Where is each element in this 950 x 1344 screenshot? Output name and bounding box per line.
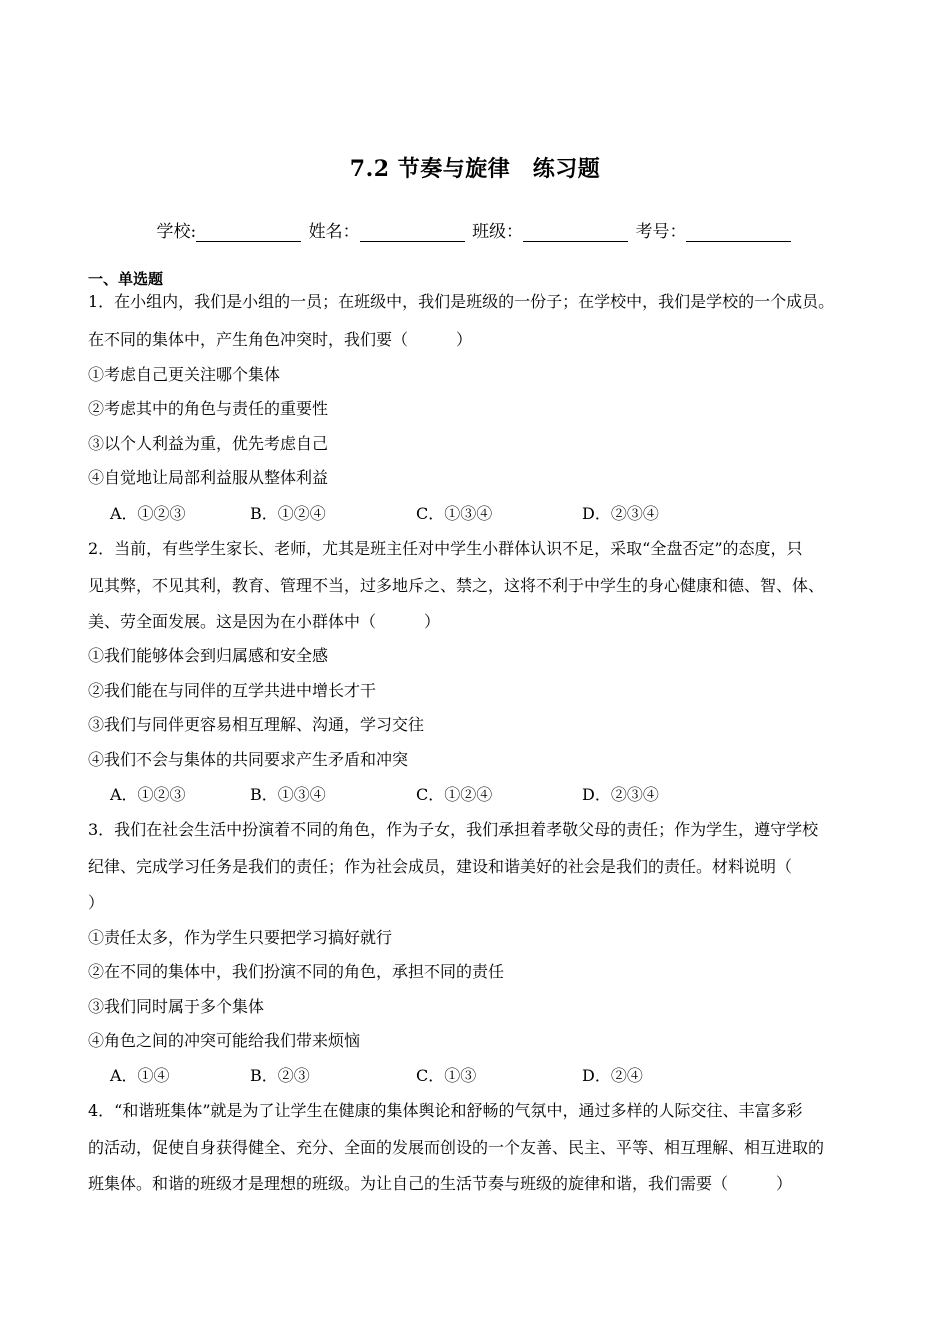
option-c[interactable]: C．①③④ xyxy=(416,504,493,523)
q3-stem-line: 3．我们在社会生活中扮演着不同的角色，作为子女，我们承担着孝敬父母的责任；作为学生，遵守学校 xyxy=(88,820,819,839)
option-a[interactable]: A．①②③ xyxy=(110,504,186,523)
q1-item: ②考虑其中的角色与责任的重要性 xyxy=(88,399,329,418)
section-heading: 一、单选题 xyxy=(88,270,164,288)
close-paren: ） xyxy=(776,1174,793,1193)
school-blank[interactable] xyxy=(196,223,301,242)
option-a[interactable]: A．①②③ xyxy=(110,785,186,804)
q3-item: ④角色之间的冲突可能给我们带来烦恼 xyxy=(88,1031,361,1050)
name-label: 姓名： xyxy=(308,222,360,242)
class-label: 班级： xyxy=(472,222,524,242)
q3-stem-line: ） xyxy=(88,893,105,912)
q3-item: ③我们同时属于多个集体 xyxy=(88,997,265,1016)
option-c[interactable]: C．①②④ xyxy=(416,785,493,804)
q1-item: ①考虑自己更关注哪个集体 xyxy=(88,365,281,384)
option-a[interactable]: A．①④ xyxy=(110,1066,170,1085)
option-b[interactable]: B．①②④ xyxy=(250,504,326,523)
q2-item: ②我们能在与同伴的互学共进中增长才干 xyxy=(88,681,377,700)
option-b[interactable]: B．②③ xyxy=(250,1066,310,1085)
option-c[interactable]: C．①③ xyxy=(416,1066,477,1085)
q2-item: ③我们与同伴更容易相互理解、沟通，学习交往 xyxy=(88,715,425,734)
name-blank[interactable] xyxy=(360,223,465,242)
option-b[interactable]: B．①③④ xyxy=(250,785,326,804)
q3-item: ①责任太多，作为学生只要把学习搞好就行 xyxy=(88,928,393,947)
exam-label: 考号： xyxy=(635,222,687,242)
q1-stem-line: 1．在小组内，我们是小组的一员；在班级中，我们是班级的一份子；在学校中，我们是学校的一个成员。 xyxy=(88,292,835,311)
q3-stem-line: 纪律、完成学习任务是我们的责任；作为社会成员，建设和谐美好的社会是我们的责任。材料说明（ xyxy=(88,857,793,876)
q1-stem-line: 在不同的集体中，产生角色冲突时，我们要（ ） xyxy=(88,330,473,349)
q3-item: ②在不同的集体中，我们扮演不同的角色，承担不同的责任 xyxy=(88,962,505,981)
option-d[interactable]: D．②③④ xyxy=(582,504,659,523)
q1-item: ④自觉地让局部利益服从整体利益 xyxy=(88,468,329,487)
q2-item: ④我们不会与集体的共同要求产生矛盾和冲突 xyxy=(88,750,409,769)
option-d[interactable]: D．②③④ xyxy=(582,785,659,804)
q2-item: ①我们能够体会到归属感和安全感 xyxy=(88,646,329,665)
q4-stem-line: 班集体。和谐的班级才是理想的班级。为让自己的生活节奏与班级的旋律和谐，我们需要（ ） xyxy=(88,1174,793,1193)
close-paren: ） xyxy=(424,612,441,631)
q2-stem-line: 2．当前，有些学生家长、老师，尤其是班主任对中学生小群体认识不足，采取“全盘否定”的态度，只 xyxy=(88,539,803,558)
q2-stem-line: 见其弊，不见其利，教育、管理不当，过多地斥之、禁之，这将不利于中学生的身心健康和德、智、体、 xyxy=(88,576,825,595)
q1-item: ③以个人利益为重，优先考虑自己 xyxy=(88,434,329,453)
q2-stem-line: 美、劳全面发展。这是因为在小群体中（ ） xyxy=(88,612,441,631)
student-info-row xyxy=(0,217,950,242)
school-label: 学校: xyxy=(156,222,197,242)
option-d[interactable]: D．②④ xyxy=(582,1066,643,1085)
q4-stem-line: 4．“和谐班集体”就是为了让学生在健康的集体舆论和舒畅的气氛中，通过多样的人际交往、丰富多彩 xyxy=(88,1101,803,1120)
class-blank[interactable] xyxy=(523,223,628,242)
close-paren: ） xyxy=(456,330,473,349)
page-title: 7.2 节奏与旋律 练习题 xyxy=(349,156,601,182)
exam-blank[interactable] xyxy=(686,223,791,242)
q4-stem-line: 的活动，促使自身获得健全、充分、全面的发展而创设的一个友善、民主、平等、相互理解、相互进取的 xyxy=(88,1138,825,1157)
